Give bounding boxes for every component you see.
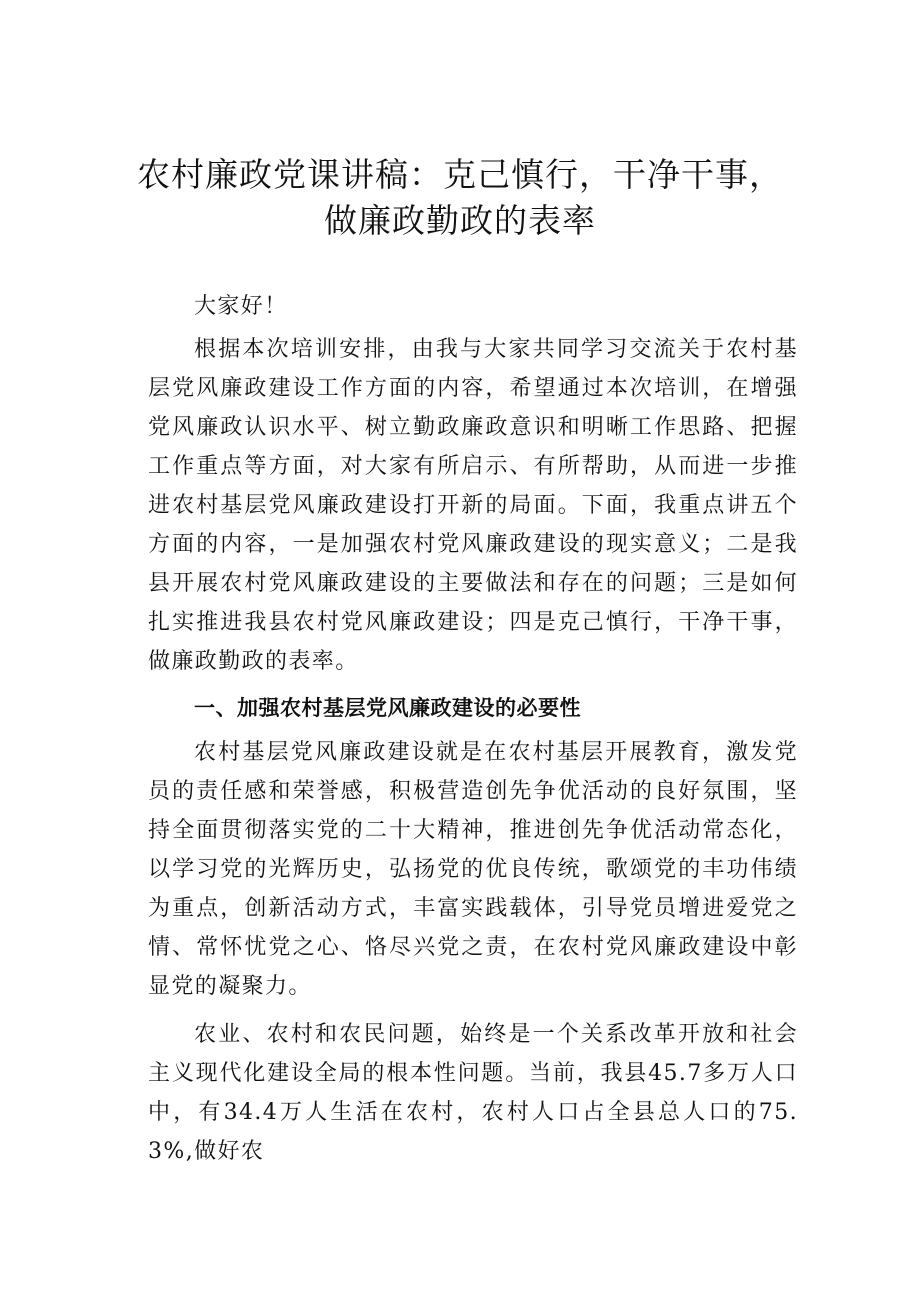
paragraph-necessity: 农村基层党风廉政建设就是在农村基层开展教育，激发党员的责任感和荣誉感，积极营造创先争优活动的良好氛围，坚持全面贯彻落实党的二十大精神，推进创先争优活动常态化，以学习党的光辉历史，弘扬党的优良传统，歌颂党的丰功伟绩为重点，创新活动方式，丰富实践载体，引导党员增进爱党之情、常怀忧党之心、恪尽兴党之责，在农村党风廉政建设中彰显党的凝聚力。 xyxy=(148,740,798,999)
section-heading-1: 一、加强农村基层党风廉政建设的必要性 xyxy=(194,696,581,720)
title-line-2: 做廉政勤政的表率 xyxy=(324,201,596,240)
title-line-1: 农村廉政党课讲稿：克己慎行，干净干事， xyxy=(137,155,783,194)
paragraph-intro: 根据本次培训安排，由我与大家共同学习交流关于农村基层党风廉政建设工作方面的内容，希望通过本次培训，在增强党风廉政认识水平、树立勤政廉政意识和明晰工作思路、把握工作重点等方面，对大家有所启示、有所帮助，从而进一步推进农村基层党风廉政建设打开新的局面。下面，我重点讲五个方面的内容，一是加强农村党风廉政建设的现实意义；二是我县开展农村党风廉政建设的主要做法和存在的问题；三是如何扎实推进我县农村党风廉政建设；四是克己慎行，干净干事，做廉政勤政的表率。 xyxy=(148,337,798,674)
document-title xyxy=(120,152,800,244)
greeting: 大家好！ xyxy=(194,294,288,319)
document-body xyxy=(148,287,798,1171)
paragraph-rural-issues: 农业、农村和农民问题，始终是一个关系改革开放和社会主义现代化建设全局的根本性问题。当前，我县45.7多万人口中，有34.4万人生活在农村，农村人口占全县总人口的75.3%,做好农 xyxy=(148,1022,798,1164)
